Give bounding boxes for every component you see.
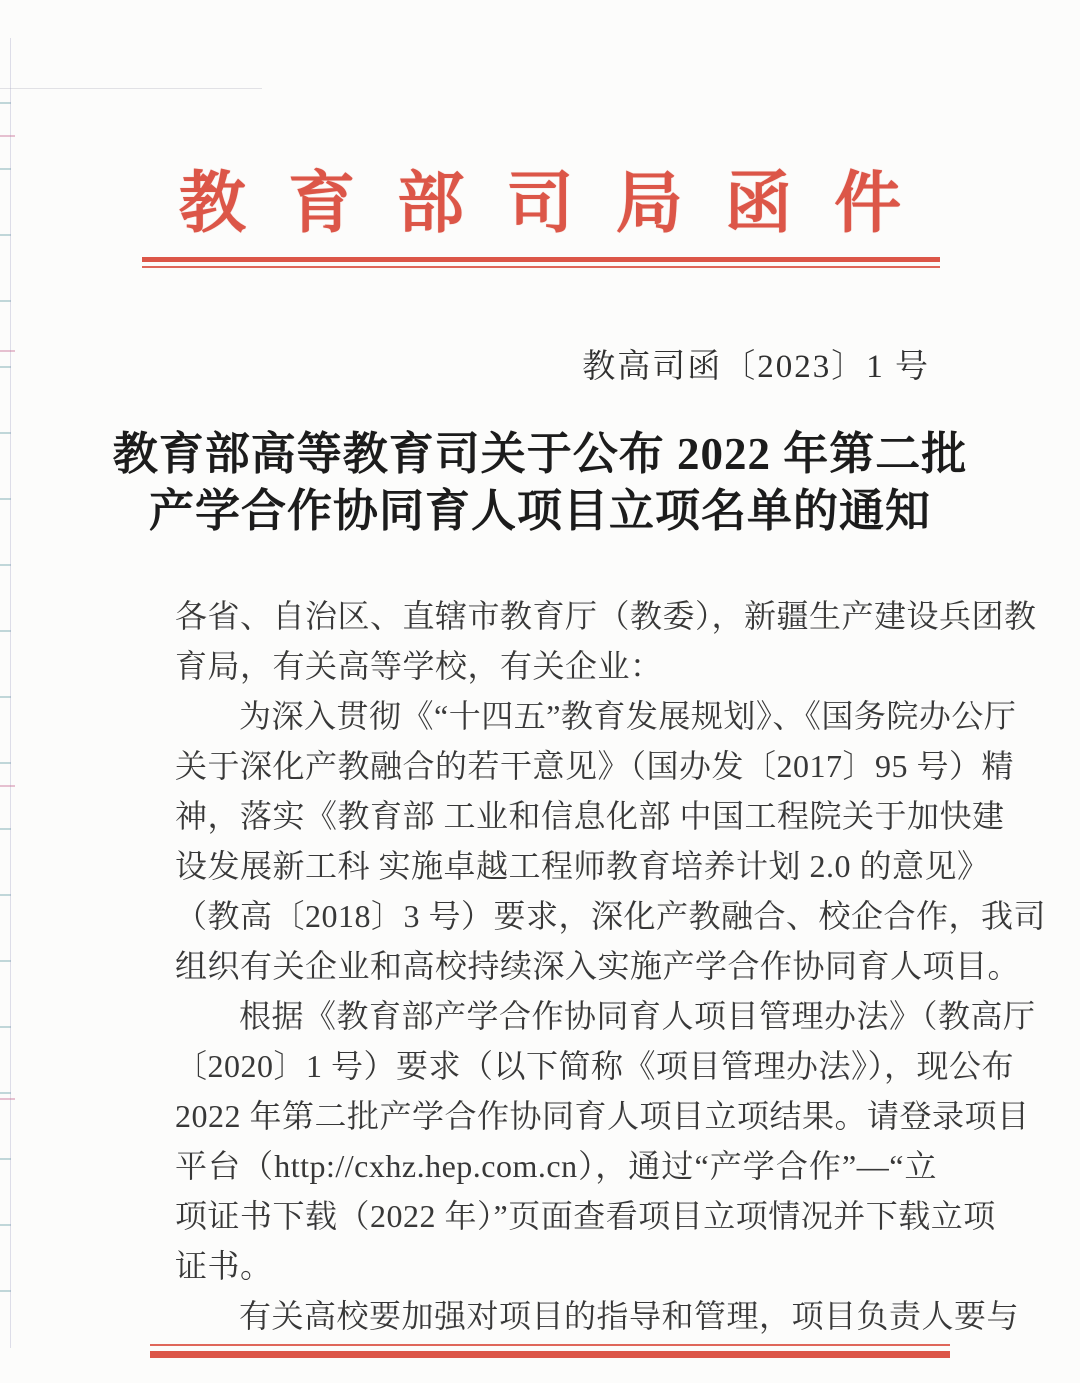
body-line: 有关高校要加强对项目的指导和管理，项目负责人要与 [239,1298,1020,1334]
body-line: 为深入贯彻《“十四五”教育发展规划》、《国务院办公厅 [239,698,1017,734]
document-title-line1: 教育部高等教育司关于公布 2022 年第二批 [112,429,968,479]
body-line: 证书。 [175,1248,273,1284]
document-title-line2: 产学合作协同育人项目立项名单的通知 [148,486,931,536]
document-title [0,426,1080,540]
body-line: 关于深化产教融合的若干意见》（国办发〔2017〕95 号）精 [175,748,1015,784]
letterhead-rule-top-thin [142,266,940,268]
scan-artifact-fold-line [0,88,262,89]
body-line: 育局，有关高等学校，有关企业： [175,648,663,684]
body-line: （教高〔2018〕3 号）要求，深化产教融合、校企合作，我司 [175,898,1047,934]
body-line: 〔2020〕1 号）要求（以下简称《项目管理办法》），现公布 [175,1048,1015,1084]
body-line: 神，落实《教育部 工业和信息化部 中国工程院关于加快建 [175,798,1005,834]
document-reference-number: 教高司函〔2023〕1 号 [582,349,930,385]
body-line: 根据《教育部产学合作协同育人项目管理办法》（教高厅 [239,998,1036,1034]
body-line: 各省、自治区、直辖市教育厅（教委），新疆生产建设兵团教 [175,598,1037,634]
body-line: 组织有关企业和高校持续深入实施产学合作协同育人项目。 [175,948,1021,984]
letterhead-banner: 教育部司局函件 [178,167,944,241]
body-line: 项证书下载（2022 年）”页面查看项目立项情况并下载立项 [175,1198,996,1234]
body-line: 2022 年第二批产学合作协同育人项目立项结果。请登录项目 [175,1098,1030,1134]
letterhead-rule-bottom-thin [150,1344,950,1346]
scan-artifact-pink-line [0,350,15,352]
body-line: 平台（http://cxhz.hep.com.cn），通过“产学合作”—“立 [175,1148,937,1184]
body-line: 设发展新工科 实施卓越工程师教育培养计划 2.0 的意见》 [175,848,990,884]
scan-artifact-pink-line [0,1098,15,1100]
letterhead-rule-bottom-thick [150,1351,950,1358]
scan-artifact-pink-line [0,135,15,137]
scan-artifact-pink-line [0,785,15,787]
document-body [175,591,1047,1341]
letterhead-rule-top-thick [142,257,940,262]
